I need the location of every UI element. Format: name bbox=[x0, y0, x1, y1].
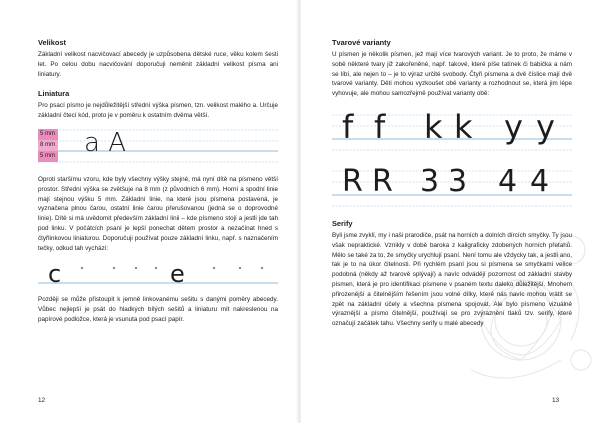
variants-row1-letters bbox=[342, 109, 572, 145]
size-label-middle: 8 mm bbox=[38, 140, 58, 151]
section-tvarove-varianty bbox=[332, 38, 572, 99]
heading-liniatura: Liniatura bbox=[38, 89, 70, 99]
variant-k2: k bbox=[454, 107, 473, 146]
variant-f2: f bbox=[374, 107, 386, 146]
variant-f1: f bbox=[342, 107, 354, 146]
variant-3a: 3 bbox=[420, 163, 440, 199]
left-page bbox=[0, 0, 299, 423]
text-velikost: Základní velikost nacvičovací abecedy je uzpůsobena dětské ruce, věku kolem šesti let. Po celou dobu nacvičování doporučuji neměnit základní velikost písma ani liniatury. bbox=[38, 51, 278, 78]
variant-y1: y bbox=[504, 107, 523, 146]
heading-velikost: Velikost bbox=[38, 38, 66, 47]
section-velikost bbox=[38, 38, 278, 79]
variant-R2: R bbox=[372, 163, 393, 199]
text-liniatura: Pro psací písmo je nejdůležitější střední výška písmen, tzn. velikost malého a. Určuje základní čtecí kód, proto je v poměru k ostatním dvěma větší. bbox=[38, 102, 278, 120]
left-column bbox=[38, 38, 278, 335]
line-size-labels bbox=[38, 129, 58, 162]
variant-y2: y bbox=[536, 107, 555, 146]
baseline-lines bbox=[38, 260, 278, 289]
page-number-left: 12 bbox=[38, 397, 46, 404]
section-paragraph3 bbox=[38, 295, 278, 324]
text-serify: Byli jsme zvyklí, my i naši prarodiče, psát na horních a dolních dírcích smyčky. Ty jsou však nepraktické. Vznikly v době baroka z kaligraficky zdobených horních přetahů. Mělo se také za to, že smyčky urychlují psaní. Není tomu ale vždycky tak, a jestli ano, tak je to na úkor čitelnosti. Při rychlém psaní jsou si písmena se smyčkami velice podobná (někdy až tvarově splývají) a navíc odvádějí pozornost od základní stavby písmen, která je pro identifikaci písmene v psaném textu daleko důležitější. Mnohem přirozenější a čitelnějším řešením jsou volné dílky, které nás navíc mohou vrátit se zpět na základní účely a všechna písmena spojovat. Ale bylo písmeno vizuálně výraznější a písmo čitelnější, používají se pro zvýraznění tlaků tzv. serify, které označují začátek tahu. Všechny serify u malé abecedy bbox=[332, 231, 572, 328]
dot-letter-c: c bbox=[48, 260, 62, 289]
variants-row-uppercase bbox=[332, 165, 572, 209]
heading-tvarove-varianty: Tvarové varianty bbox=[332, 38, 391, 47]
right-page bbox=[301, 0, 600, 423]
page-number-right: 13 bbox=[552, 397, 560, 404]
variant-4a: 4 bbox=[498, 163, 518, 199]
size-label-bottom: 5 mm bbox=[38, 151, 58, 162]
text-paragraph2: Oproti staršímu vzoru, kde byly všechny výšky stejné, má nyní dítě na písmeno větší prostor. Střední výška se zvětšuje na 8 mm (z původních 6 mm). Horní a spodní linie mají stejnou výšku 5 mm. Základní linie, na které jsou písmena postavená, je vyznačena plnou čarou, ostatní linie čarou přerušovanou (jedná se o doprovodné linie). Dítě si má uvědomit především základní linii – kde písmeno stojí a jestli jde tah pod linku. V počátcích psaní je lepší ponechat dětem prostor a nezačínat hned s čtyřlinkovou liniaturou. Doporučuji používat pouze základní linku, např. s naznačením tečky, odkud tah vychází: bbox=[38, 175, 278, 252]
variant-4b: 4 bbox=[530, 163, 550, 199]
section-serify bbox=[332, 219, 572, 329]
sample-letters-aA: a A bbox=[84, 127, 126, 158]
variant-k1: k bbox=[424, 107, 443, 146]
section-paragraph2 bbox=[38, 175, 278, 253]
variant-3b: 3 bbox=[448, 163, 468, 199]
right-column bbox=[332, 38, 572, 339]
liniatura-diagram bbox=[38, 129, 278, 163]
dot-letter-e: e bbox=[170, 260, 185, 289]
section-liniatura bbox=[38, 89, 278, 121]
variant-R1: R bbox=[342, 163, 363, 199]
text-paragraph3: Později se může přistoupit k jemně linkovanému sešitu s danými poměry abecedy. Vůbec nejlepší je psát do hladkých bílých sešitů a liniaturu mít nakreslenou na papírové podložce, která je vsunuta pod psací papír. bbox=[38, 296, 278, 323]
liniatura-lines bbox=[38, 129, 278, 163]
variants-row-lowercase bbox=[332, 109, 572, 155]
text-tvarove-varianty: U písmen je několik písmen, jež mají více tvarových variant. Je to proto, že máme v sobě některé tvary již zakořeněné, např. takové, které píše tatínek či babička a nám se líbí, ale nejen to – je to výraz určité svobody. Čtyři písmena a dvě číslice mají dvě tvarové varianty. Děti mohou vyzkoušet obě varianty a rozhodnout se, která jim lépe vyhovuje, ale mohou samozřejmě používat varianty obě: bbox=[332, 51, 572, 98]
size-label-top: 5 mm bbox=[38, 129, 58, 140]
variants-row2-letters bbox=[342, 165, 572, 199]
baseline-dot-diagram bbox=[38, 260, 278, 289]
heading-serify: Serify bbox=[332, 218, 353, 228]
